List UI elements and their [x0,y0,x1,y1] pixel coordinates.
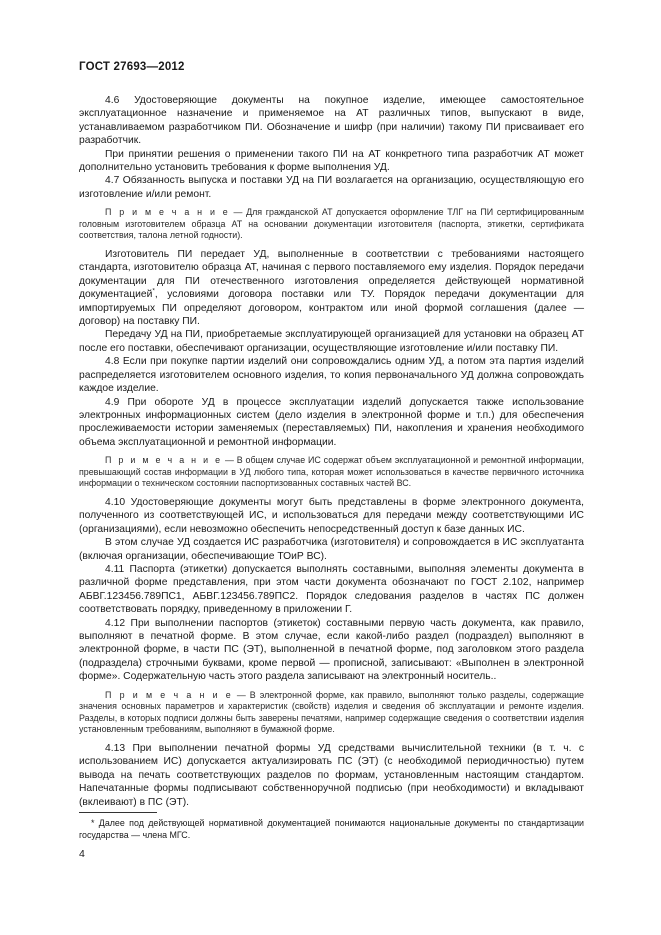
footnote: * Далее под действующей нормативной документацией понимаются национальные документы по стандартизации государства — члена МГС. [79,818,584,840]
paragraph-part: , условиями договора поставки или ТУ. Порядок передачи документации для импортируемых ПИ определяют договором, контрактом или иной формой соглашения (далее — договор) на поставку ПИ. [79,289,584,328]
paragraph-transfer: Передачу УД на ПИ, приобретаемые эксплуатирующей организацией для установки на образец АТ после его поставки, обеспечивают организации, осуществляющие изготовление и/или поставку ПИ. [79,329,584,354]
note-label: П р и м е ч а н и е [105,207,230,218]
footnote-divider [79,812,157,813]
note-label: П р и м е ч а н и е [105,455,223,466]
page-number: 4 [79,848,85,860]
paragraph-4-10-cont: В этом случае УД создается ИС разработчика (изготовителя) и сопровождается в ИС эксплуатанта (включая организации, обеспечивающие ТОиР ВС). [79,537,584,562]
note-3 [79,690,584,736]
note-text: — В общем случае ИС содержат объем эксплуатационной и ремонтной информации, превышающий состав информации в УД любого типа, которая может использоваться в качестве первичного источника информации о техническом состоянии паспортизованных составных частей ВС. [79,455,585,489]
paragraph-4-6: 4.6 Удостоверяющие документы на покупное изделие, имеющее самостоятельное эксплуатационное назначение и применяемое на АТ различных типов, выпускают в виде, устанавливаемом разработчиком ПИ. Обозначение и шифр (при наличии) такому ПИ присваивает его разработчик. [79,95,584,147]
document-body [79,94,584,809]
note-1 [79,207,584,242]
paragraph-4-8: 4.8 Если при покупке партии изделий они сопровождались одним УД, а потом эта партия изделий распределяется изготовителем основного изделия, то копия первоначального УД должна сопровождать каждое изделие. [79,356,584,395]
paragraph-4-7: 4.7 Обязанность выпуска и поставки УД на ПИ возлагается на организацию, осуществляющую его изготовление и/или ремонт. [79,175,584,200]
note-text: — В электронной форме, как правило, выполняют только разделы, содержащие значения основных параметров и характеристик (свойств) изделия и сведения об эксплуатации и ремонте изделия. Разделы, в которых подписи должны быть заверены печатями, например содержащие сведения о соответствии изделия установленным требованиям, выполняют в бумажной форме. [79,689,584,735]
footnote-mark: * [152,287,155,295]
note-label: П р и м е ч а н и е [105,689,233,700]
paragraph-4-11: 4.11 Паспорта (этикетки) допускается выполнять составными, выполняя элементы документа в различной форме представления, при этом части документа обозначают по ГОСТ 2.102, например АБВГ.123456.789ПС1, АБВГ.123456.789ПС2. Порядок следования разделов в частях ПС должен соответствовать порядку, приведенному в приложении Г. [79,563,584,616]
paragraph-4-9: 4.9 При обороте УД в процессе эксплуатации изделий допускается также использование электронных информационных систем (дело изделия в электронной форме и т.п.) для обеспечения прослеживаемости истории заменяемых (переставляемых) ПИ, накопления и хранения необходимого объема эксплуатационной и ремонтной информации. [79,396,584,448]
paragraph-4-6-cont: При принятии решения о применении такого ПИ на АТ конкретного типа разработчик АТ может дополнительно установить требования к форме выполнения УД. [79,148,584,174]
paragraph-4-13: 4.13 При выполнении печатной формы УД средствами вычислительной техники (в т. ч. с использованием ИС) допускается актуализировать ПС (ЭТ) (с необходимой периодичностью) путем вывода на печать соответствующих разделов по формам, установленным настоящим стандартом. Напечатанные формы подписывают собственноручной подписью (при необходимости) и вкладывают (вклеивают) в ПС (ЭТ). [79,742,584,808]
paragraph-4-12: 4.12 При выполнении паспортов (этикеток) составными первую часть документа, как правило, выполняют в печатной форме. В этом случае, если какой-либо раздел (подраздел) выполняют в электронной форме, в части ПС (ЭТ), выполненной в печатной форме, под заголовком этого раздела (подраздела) строчными буквами, кроме первой — прописной, записывают: «Выполнен в электронной форме». Содержательную часть этого раздела записывают на электронный носитель.. [79,617,584,683]
note-2 [79,455,584,490]
paragraph-4-10: 4.10 Удостоверяющие документы могут быть представлены в форме электронного документа, полученного из соответствующей ИС, и использоваться для передачи между соответствующими ИС (организациями), если невозможно обеспечить непосредственный доступ к базе данных ИС. [79,496,584,535]
paragraph-manufacturer [79,248,584,328]
note-text: — Для гражданской АТ допускается оформление ТЛГ на ПИ сертифицированным головным изготовителем образца АТ на основании документации изготовителя (паспорта, этикетки, сертификата соответствия, талона летной годности). [79,207,584,241]
document-header: ГОСТ 27693—2012 [79,61,185,73]
paragraph-part: Изготовитель ПИ передает УД, выполненные в соответствии с требованиями настоящего стандарта, изготовителю образца АТ, начиная с первого поставляемого ему изделия. Порядок передачи документации для ПИ отечественного изготовления определяется действующей нормативной документацией [79,249,584,301]
